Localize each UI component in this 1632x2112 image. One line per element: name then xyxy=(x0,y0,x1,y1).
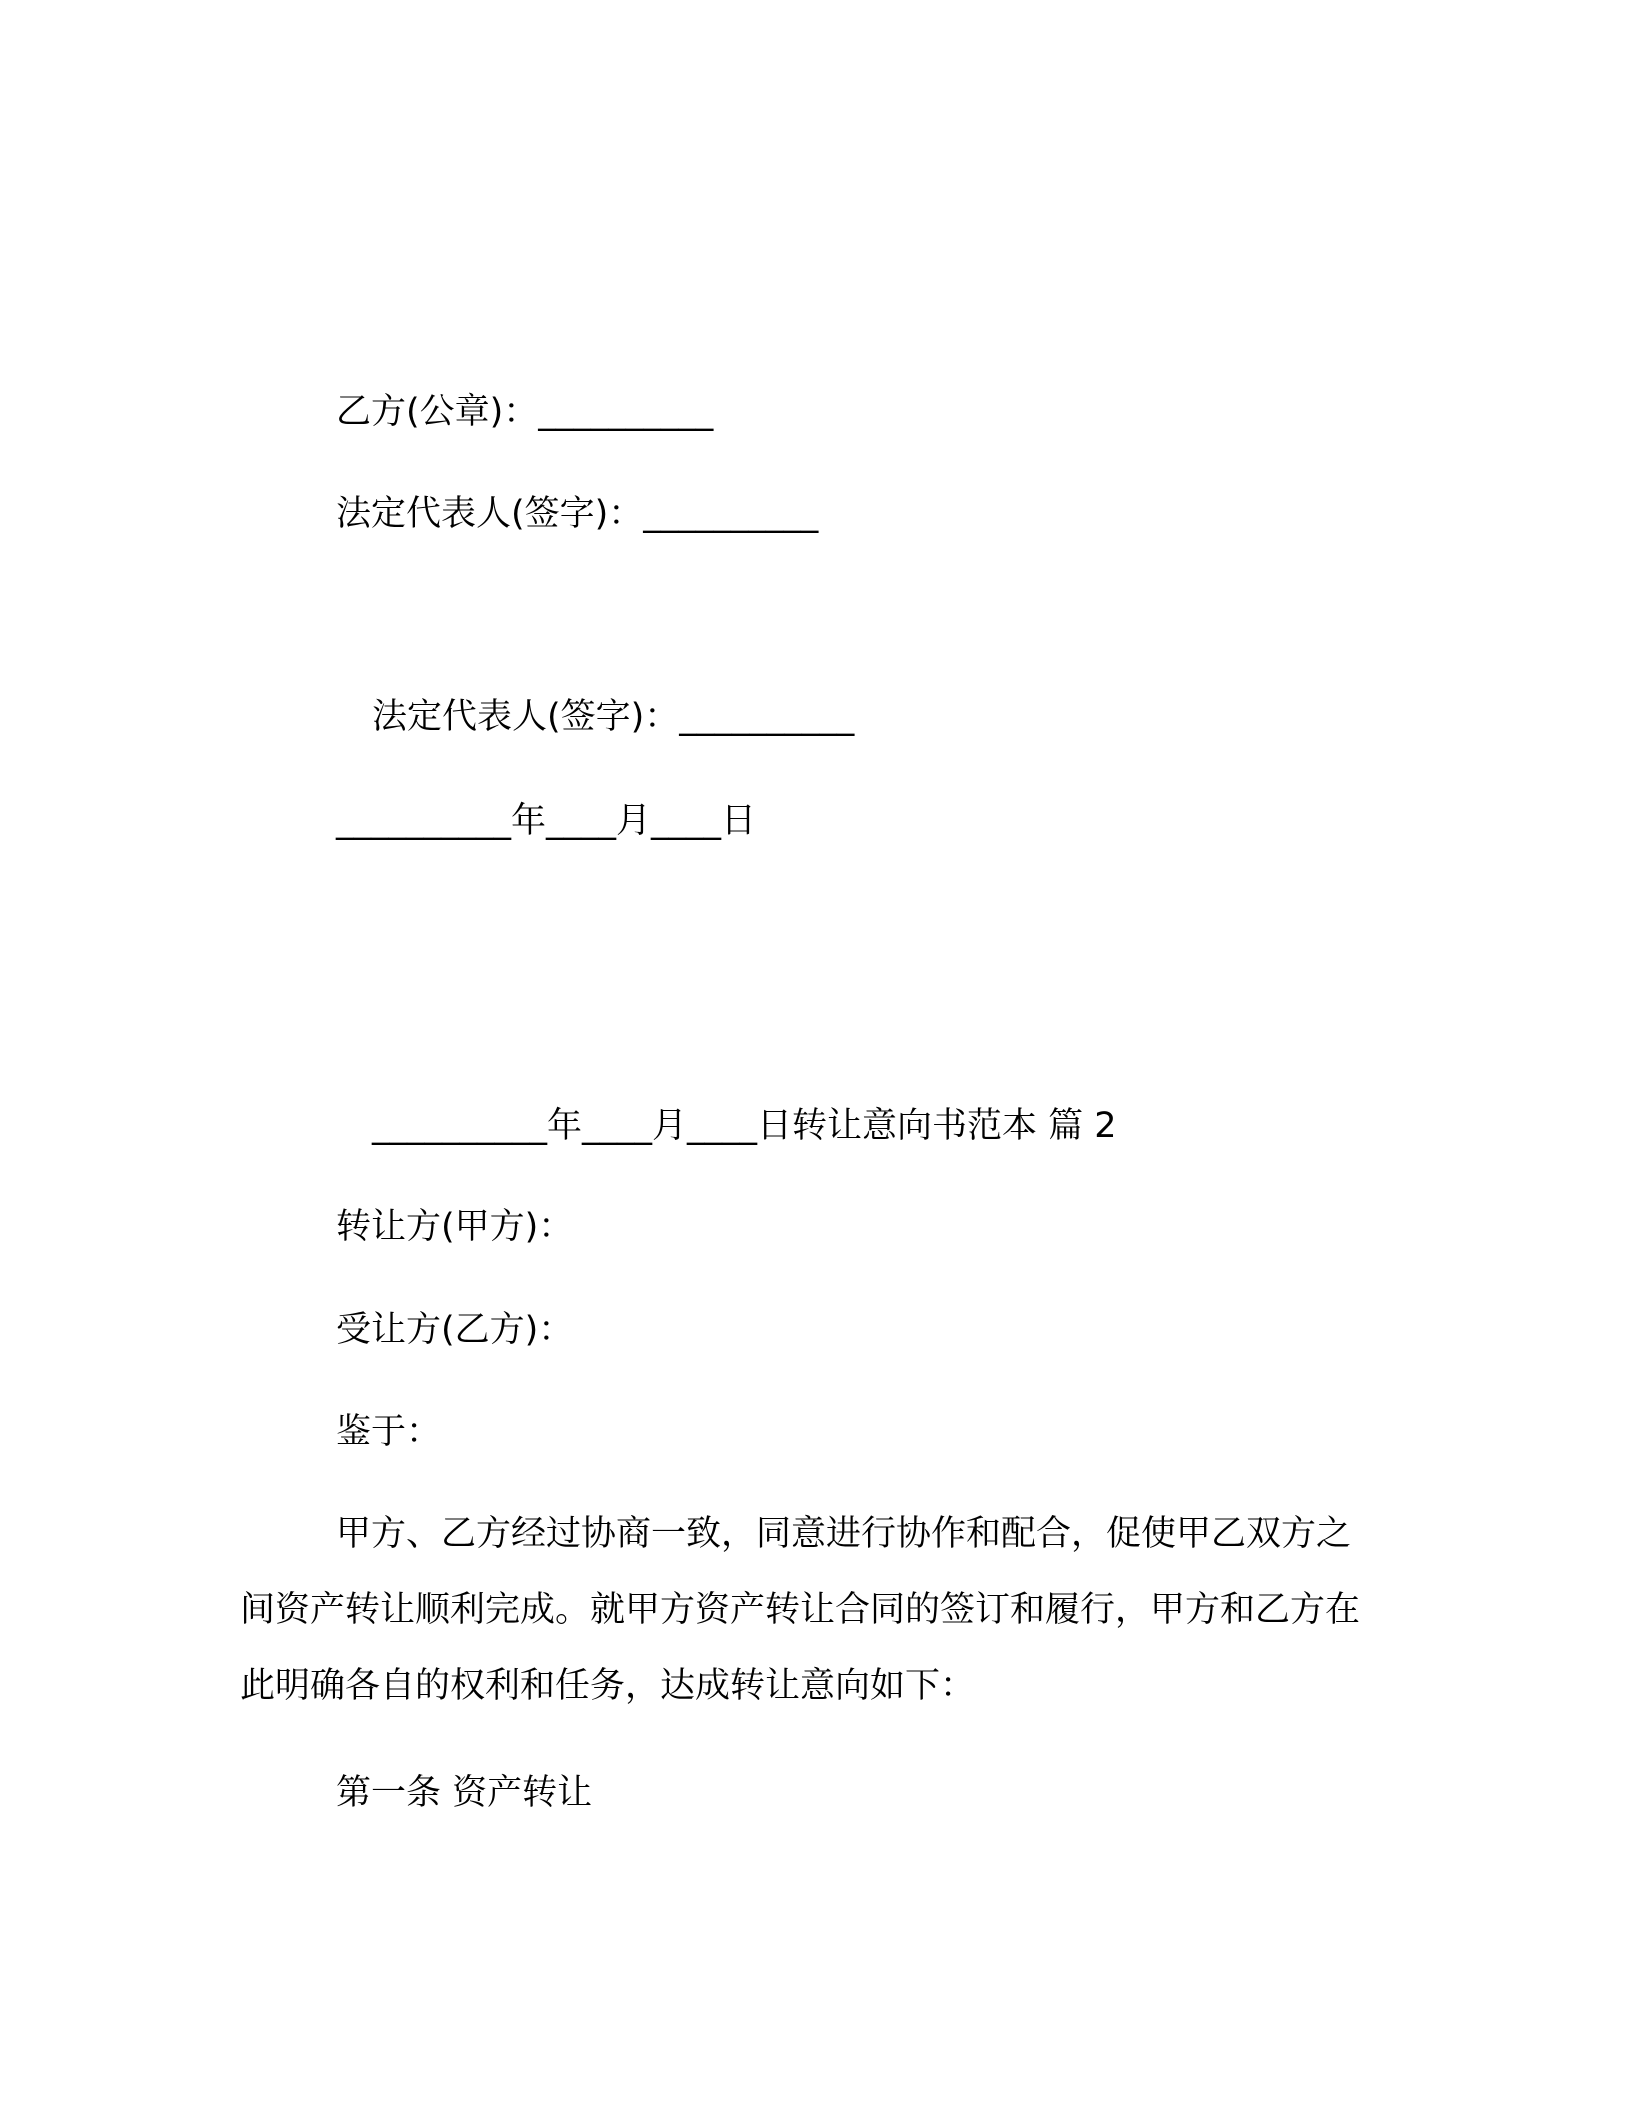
section-heading: __________年____月____日转让意向书范本 篇 2 xyxy=(372,1106,1117,1146)
legal-representative-signature-line: 法定代表人(签字)：__________ xyxy=(336,494,819,534)
transferee-line: 受让方(乙方)： xyxy=(336,1310,574,1350)
agreement-body-paragraph: 甲方、乙方经过协商一致，同意进行协作和配合，促使甲乙双方之间资产转让顺利完成。就甲方资产转让合同的签订和履行，甲方和乙方在此明确各自的权利和任务，达成转让意向如下： xyxy=(240,1514,1361,1706)
transferor-line: 转让方(甲方)： xyxy=(336,1207,574,1247)
party-b-seal-line: 乙方(公章)：__________ xyxy=(336,392,714,432)
article-heading: 第一条 资产转让 xyxy=(336,1773,593,1813)
whereas-line: 鉴于： xyxy=(336,1412,442,1452)
date-line: __________年____月____日 xyxy=(336,801,757,841)
legal-representative-signature-line: 法定代表人(签字)：__________ xyxy=(372,697,855,737)
